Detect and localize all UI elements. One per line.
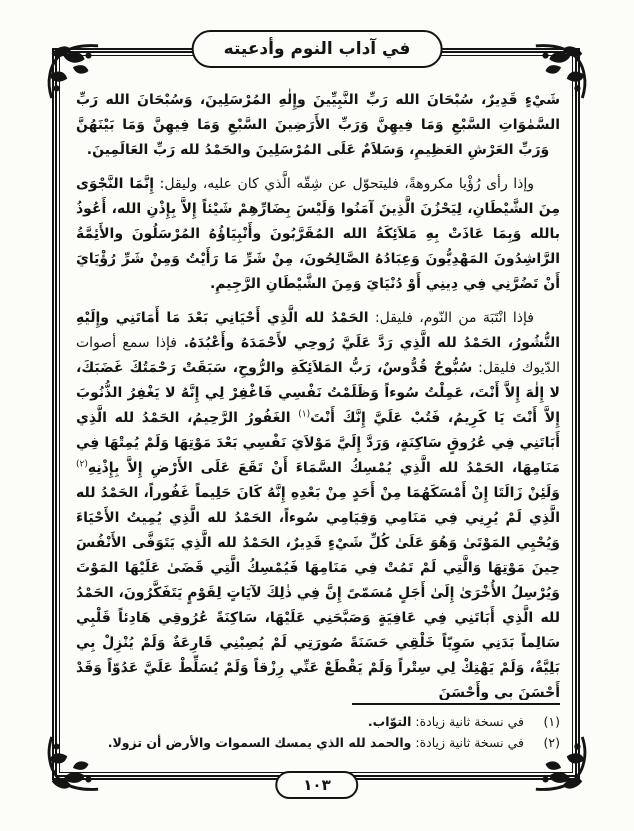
- floral-corner-ornament-icon: [44, 42, 102, 100]
- paragraph-waking-dua: فإذا انْتَبَهَ من النّوم، فليقل: الحَمْدُ لله الَّذِي أَحْيَانِي بَعْدَ مَا أَمَاتَنِي وإِلَيْهِ النُّشُورُ، الحَمْدُ لله الَّذِي رَدَّ عَلَيَّ رُوحِي لأَحْمَدَهُ وأَعْبُدَهُ. فإذا سمع أصوات الدّيوك فليقل: سُبُّوحٌ قُدُّوسٌ، رَبُّ المَلاَئِكَةِ والرُّوحِ، سَبَقَتْ رَحْمَتُكَ غَضَبَكَ، لا إِلٰهَ إِلاَّ أَنْتَ، عَمِلْتُ سُوءاً وَظَلَمْتُ نَفْسِي فَاغْفِرْ لِي إِنَّهُ لا يَغْفِرُ الذُّنُوبَ إِلاَّ أَنْتَ يَا كَرِيمُ، فَتُبْ عَلَيَّ إِنَّكَ أَنْتَ$^{(١)}$ الغَفُورُ الرَّحِيمُ، الحَمْدُ لله الَّذِي أَبَاتَنِي فِي عُرُوقٍ سَاكِنَةٍ، وَرَدَّ إِلَيَّ مَوْلاَيَ نَفْسِي بَعْدَ مَوْتِهَا وَلَمْ يُمِتْهَا فِي مَنَامِهَا، الحَمْدُ لله الَّذِي يُمْسِكُ السَّمَاءَ أَنْ تَقَعَ عَلَى الأَرْضِ إِلاَّ بِإِذْنِهِ$^{(٢)}$ وَلَئِنْ زَالَتَا إِنْ أَمْسَكَهُمَا مِنْ أَحَدٍ مِنْ بَعْدِهِ إِنَّهُ كَانَ حَلِيماً غَفُوراً، الحَمْدُ لله الَّذِي لَمْ يُرِنِي فِي مَنَامِي وَقِيَامِي سُوءاً، الحَمْدُ لله الَّذِي يُمِيتُ الأَحْيَاءَ وَيُحْيِي المَوْتَىٰ وَهُوَ عَلَىٰ كُلِّ شَيْءٍ قَدِيرٌ، الحَمْدُ لله الَّذِي يَتَوَفَّى الأَنْفُسَ حِينَ مَوْتِهَا وَالَّتِي لَمْ تَمُتْ فِي مَنَامِهَا فَيُمْسِكُ الَّتِي قَضَىٰ عَلَيْهَا المَوْتَ وَيُرْسِلُ الأُخْرَىٰ إِلَىٰ أَجَلٍ مُسَمّىً إِنَّ فِي ذٰلِكَ لآيَاتٍ لِقَوْمٍ يَتَفَكَّرُونَ، الحَمْدُ لله الَّذِي أَبَاتَنِي فِي عَافِيَةٍ وَصَبَّحَنِي عَلَيْهَا، سَاكِنَةً عُرُوقِي هَادِئاً قَلْبِي سَالِماً بَدَنِي سَوِيّاً خَلْقِي حَسَنَةً صُورَتِي لَمْ يُصِبْنِي قَارِعَةٌ وَلَمْ يُنْزِلْ بِي بَلِيَّةٌ، وَلَمْ يَهْتِكْ لِي سِتْراً وَلَمْ يَقْطَعْ عَنِّي رِزْقاً وَلَمْ يُسَلِّطْ عَلَيَّ عَدُوّاً وَقَدْ أَحْسَنَ بِي وأَحْسَنَ: [76, 310, 560, 700]
- chapter-title-cartouche: [192, 30, 443, 68]
- page-number-cartouche: [275, 771, 358, 799]
- body-text: [76, 88, 560, 700]
- footnotes-section: [76, 703, 560, 753]
- paragraph-bad-dream-dua: وإذا رأى رُؤْيا مكروهةً، فليتحوّل عن شِقّه الَّذي كان عليه، وليقل: إِنَّمَا النَّجْوَى مِنَ الشَّيْطَانِ، لِيَحْزُنَ الَّذِينَ آمَنُوا وَلَيْسَ بِضَارِّهِمْ شَيْئاً إِلاَّ بِإِذْنِ الله، أَعُوذُ بالله وَبِمَا عَاذَتْ بِهِ مَلاَئِكَةُ الله المُقَرَّبُونَ وأَنْبِيَاؤُهُ المُرْسَلُونَ والأَئِمَّةُ الرَّاشِدُونَ المَهْدِيُّونَ وَعِبَادُهُ الصَّالِحُونَ، مِنْ شَرِّ مَا رَأَيْتُ وَمِنْ شَرِّ رُؤْيَايَ أَنْ تَضُرَّنِي فِي دِينِي أَوْ دُنْيَايَ وَمِنَ الشَّيْطَانِ الرَّجِيمِ.: [76, 176, 560, 292]
- footnote-2-marker: (٢): [543, 735, 560, 750]
- footnote-1-marker: (١): [543, 714, 560, 729]
- paragraph-continuation-dua: شَيْءٍ قَدِيرٌ، سُبْحَانَ الله رَبِّ النَّبِيِّينَ وإِلٰهِ المُرْسَلِينَ، وَسُبْحَانَ الله رَبِّ السَّمٰوَاتِ السَّبْعِ وَمَا فِيهِنَّ وَرَبِّ الأَرَضِينَ السَّبْعِ وَمَا فِيهِنَّ وَمَا بَيْنَهُنَّ وَرَبِّ العَرْشِ العَظِيمِ، وَسَلاَمٌ عَلَى المُرْسَلِينَ والحَمْدُ لله رَبِّ العَالَمِينَ.: [76, 92, 560, 158]
- page-number: ١٠٣: [303, 776, 331, 794]
- floral-corner-ornament-icon: [44, 735, 102, 793]
- footnote-separator: [352, 703, 560, 705]
- footnote-1-text: في نسخة ثانية زيادة: التوّاب.: [367, 714, 524, 729]
- footnote-2: [76, 732, 560, 753]
- floral-corner-ornament-icon: [532, 42, 590, 100]
- floral-corner-ornament-icon: [532, 735, 590, 793]
- footnote-2-text: في نسخة ثانية زيادة: والحمد لله الذي يمسك السموات والأرض أن تزولا.: [107, 735, 524, 750]
- chapter-title: في آداب النوم وأدعيته: [223, 39, 411, 59]
- footnote-1: [76, 711, 560, 732]
